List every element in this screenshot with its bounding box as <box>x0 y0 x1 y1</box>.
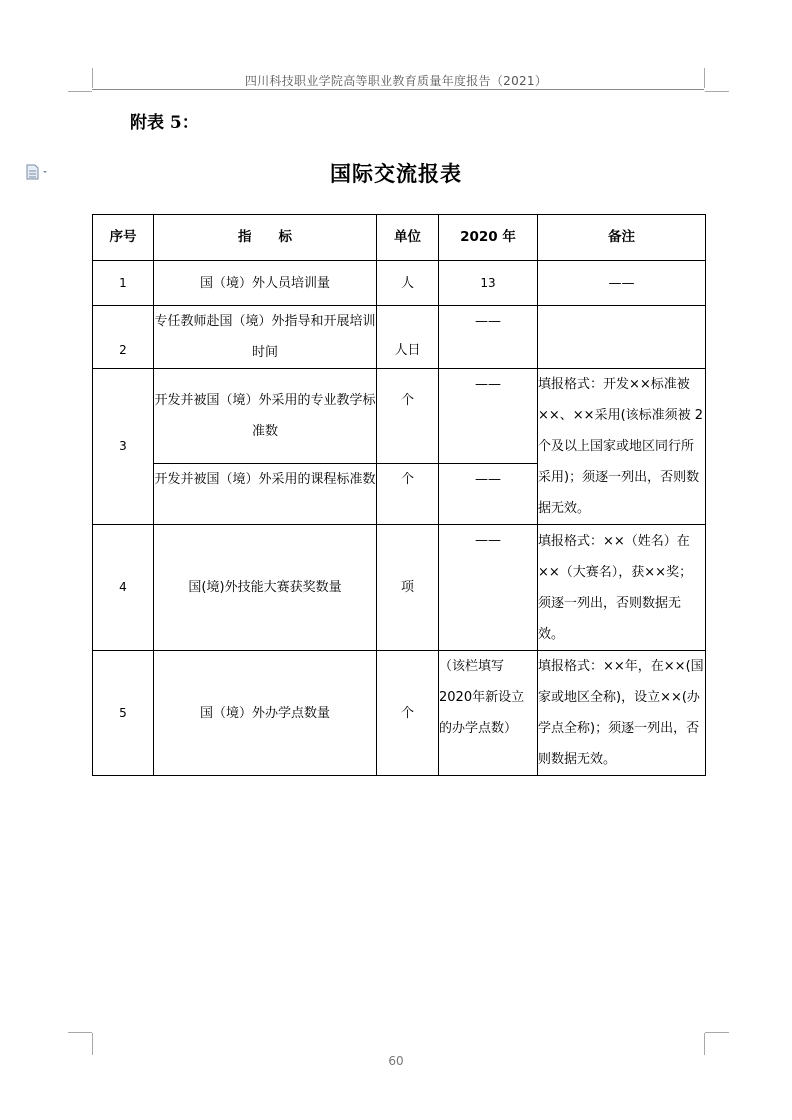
row-no: 4 <box>93 525 154 651</box>
international-exchange-table <box>92 214 706 776</box>
crop-mark <box>92 1033 93 1055</box>
row-no: 1 <box>93 261 154 306</box>
header-rule <box>92 89 704 90</box>
table-row <box>93 261 706 306</box>
row-unit: 项 <box>377 525 439 651</box>
crop-mark <box>68 91 92 92</box>
header-remark: 备注 <box>538 215 706 261</box>
row-value: （该栏填写2020年新设立的办学点数） <box>439 651 538 776</box>
row-remark: 填报格式：××（姓名）在××（大赛名），获××奖；须逐一列出，否则数据无效。 <box>538 525 706 651</box>
table-row <box>93 525 706 651</box>
row-unit: 个 <box>377 464 439 525</box>
header-unit: 单位 <box>377 215 439 261</box>
row-unit: 人 <box>377 261 439 306</box>
row-indicator: 专任教师赴国（境）外指导和开展培训时间 <box>154 306 377 369</box>
row-no: 2 <box>93 306 154 369</box>
crop-mark <box>705 91 729 92</box>
table-title: 国际交流报表 <box>330 161 462 186</box>
row-indicator: 开发并被国（境）外采用的课程标准数 <box>154 464 377 525</box>
row-indicator: 国（境）外办学点数量 <box>154 651 377 776</box>
table-row <box>93 369 706 464</box>
row-value: —— <box>439 306 538 369</box>
row-no: 3 <box>93 369 154 525</box>
crop-mark <box>704 1033 705 1055</box>
row-value: —— <box>439 525 538 651</box>
header-indicator: 指 标 <box>154 215 377 261</box>
row-no: 5 <box>93 651 154 776</box>
row-value: 13 <box>439 261 538 306</box>
row-remark: —— <box>538 261 706 306</box>
crop-mark <box>68 1032 92 1033</box>
row-remark: 填报格式：开发××标准被××、××采用(该标准须被 2个及以上国家或地区同行所采用)；须逐一列出，否则数据无效。 <box>538 369 706 525</box>
row-unit: 个 <box>377 651 439 776</box>
running-header: 四川科技职业学院高等职业教育质量年度报告（2021） <box>244 74 548 88</box>
table-header-row <box>93 215 706 261</box>
row-value: —— <box>439 369 538 464</box>
row-remark <box>538 306 706 369</box>
row-value: —— <box>439 464 538 525</box>
appendix-label: 附表 5： <box>130 113 199 133</box>
header-no: 序号 <box>93 215 154 261</box>
row-unit: 人日 <box>377 306 439 369</box>
page-number: 60 <box>388 1054 404 1068</box>
table-row <box>93 306 706 369</box>
row-indicator: 国(境)外技能大赛获奖数量 <box>154 525 377 651</box>
table-row <box>93 651 706 776</box>
crop-mark <box>705 1032 729 1033</box>
row-remark: 填报格式：××年，在××(国家或地区全称)，设立××(办学点全称)；须逐一列出，否则数据无效。 <box>538 651 706 776</box>
header-year: 2020 年 <box>439 215 538 261</box>
row-indicator: 开发并被国（境）外采用的专业教学标准数 <box>154 369 377 464</box>
row-indicator: 国（境）外人员培训量 <box>154 261 377 306</box>
row-unit: 个 <box>377 369 439 464</box>
